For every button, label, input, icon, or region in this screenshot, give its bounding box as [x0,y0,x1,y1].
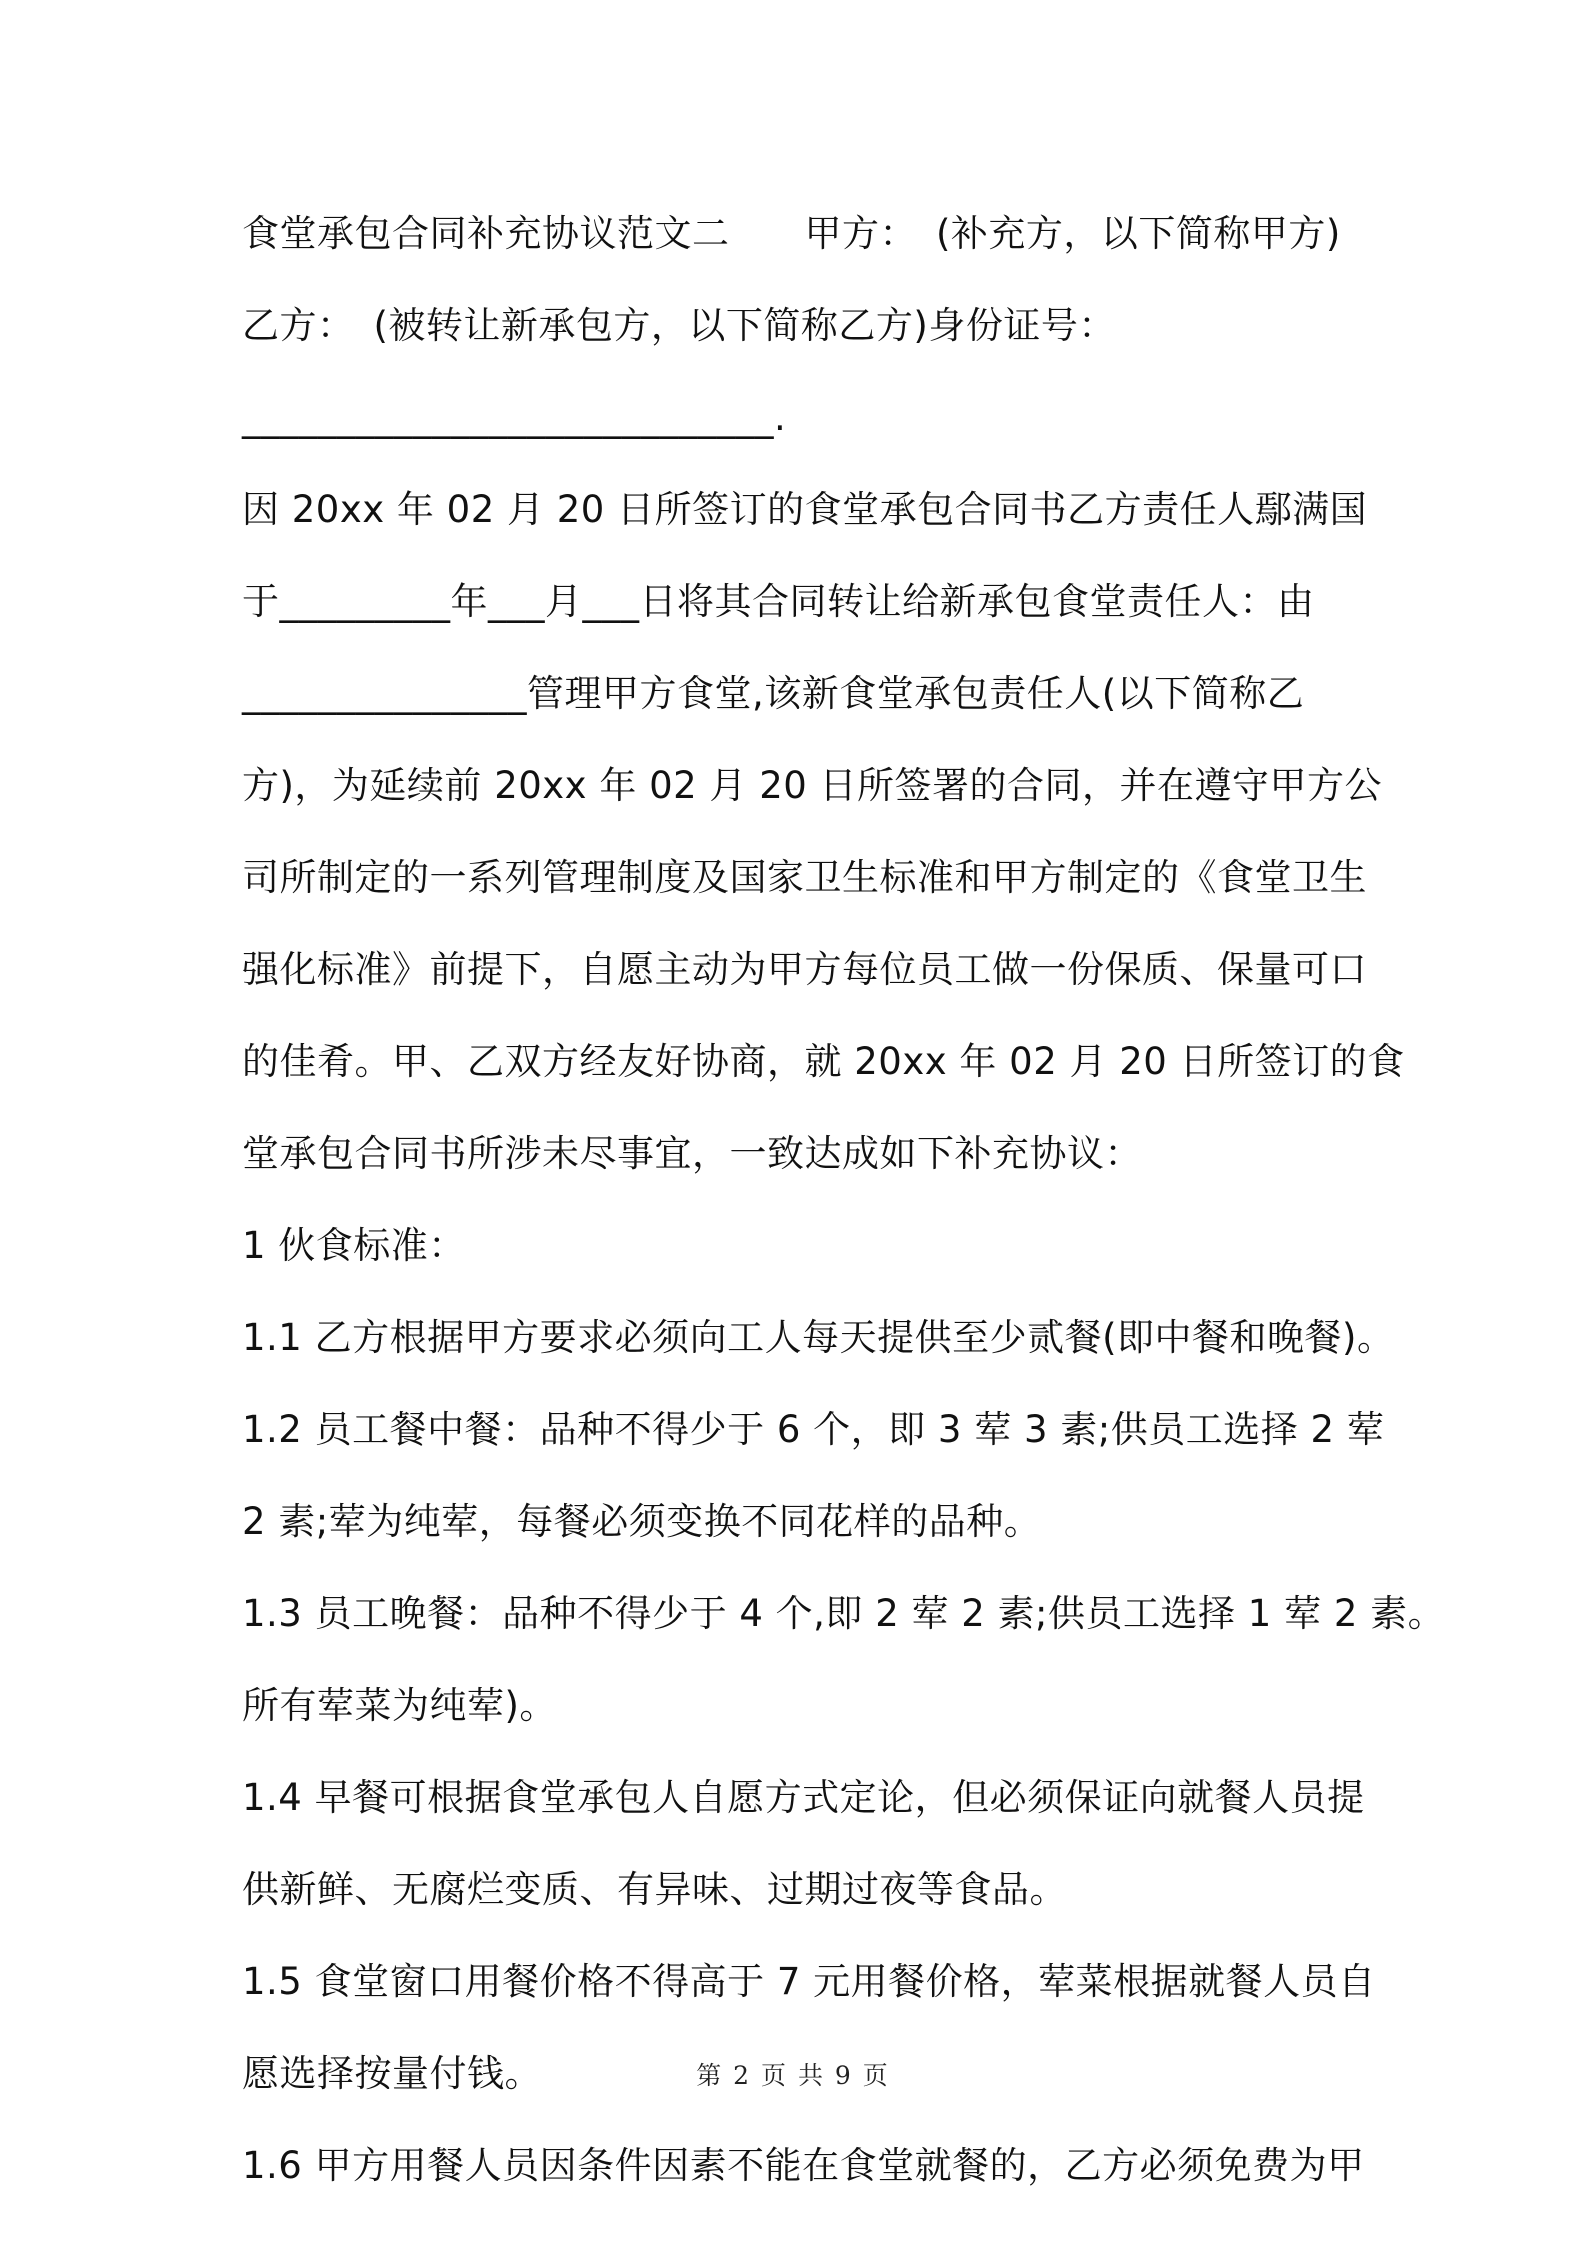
text-line: _______________管理甲方食堂,该新食堂承包责任人(以下简称乙 [242,672,1305,715]
text-line: 因 20xx 年 02 月 20 日所签订的食堂承包合同书乙方责任人鄢满国 [242,488,1368,531]
text-line: 1.1 乙方根据甲方要求必须向工人每天提供至少贰餐(即中餐和晚餐)。 [242,1316,1395,1359]
text-line: 堂承包合同书所涉未尽事宜，一致达成如下补充协议： [242,1132,1142,1175]
text-line: 1.5 食堂窗口用餐价格不得高于 7 元用餐价格，荤菜根据就餐人员自 [242,1960,1376,2003]
text-line: 1.2 员工餐中餐：品种不得少于 6 个，即 3 荤 3 素;供员工选择 2 荤 [242,1408,1385,1451]
text-line: 司所制定的一系列管理制度及国家卫生标准和甲方制定的《食堂卫生 [242,856,1367,899]
text-line: 供新鲜、无腐烂变质、有异味、过期过夜等食品。 [242,1868,1067,1911]
text-line: 强化标准》前提下，自愿主动为甲方每位员工做一份保质、保量可口 [242,948,1367,991]
text-line: ____________________________. [242,396,787,439]
document-body [242,204,1446,2228]
text-line: 乙方： (被转让新承包方，以下简称乙方)身份证号： [242,304,1116,347]
text-line: 1.3 员工晚餐：品种不得少于 4 个,即 2 荤 2 素;供员工选择 1 荤 2 素。 [242,1592,1446,1635]
text-line: 1.6 甲方用餐人员因条件因素不能在食堂就餐的，乙方必须免费为甲 [242,2144,1365,2187]
text-line: 1.4 早餐可根据食堂承包人自愿方式定论，但必须保证向就餐人员提 [242,1776,1365,1819]
text-line: 所有荤菜为纯荤)。 [242,1684,557,1727]
text-line: 食堂承包合同补充协议范文二 甲方： (补充方，以下简称甲方) [242,212,1341,255]
section-heading: 1 伙食标准： [242,1224,466,1267]
text-line: 于_________年___月___日将其合同转让给新承包食堂责任人：由 [242,580,1315,623]
text-line: 的佳肴。甲、乙双方经友好协商，就 20xx 年 02 月 20 日所签订的食 [242,1040,1405,1083]
text-line: 愿选择按量付钱。 [242,2052,542,2095]
text-line: 2 素;荤为纯荤，每餐必须变换不同花样的品种。 [242,1500,1042,1543]
text-line: 方)，为延续前 20xx 年 02 月 20 日所签署的合同，并在遵守甲方公 [242,764,1383,807]
page-number-footer: 第 2 页 共 9 页 [696,2061,890,2090]
